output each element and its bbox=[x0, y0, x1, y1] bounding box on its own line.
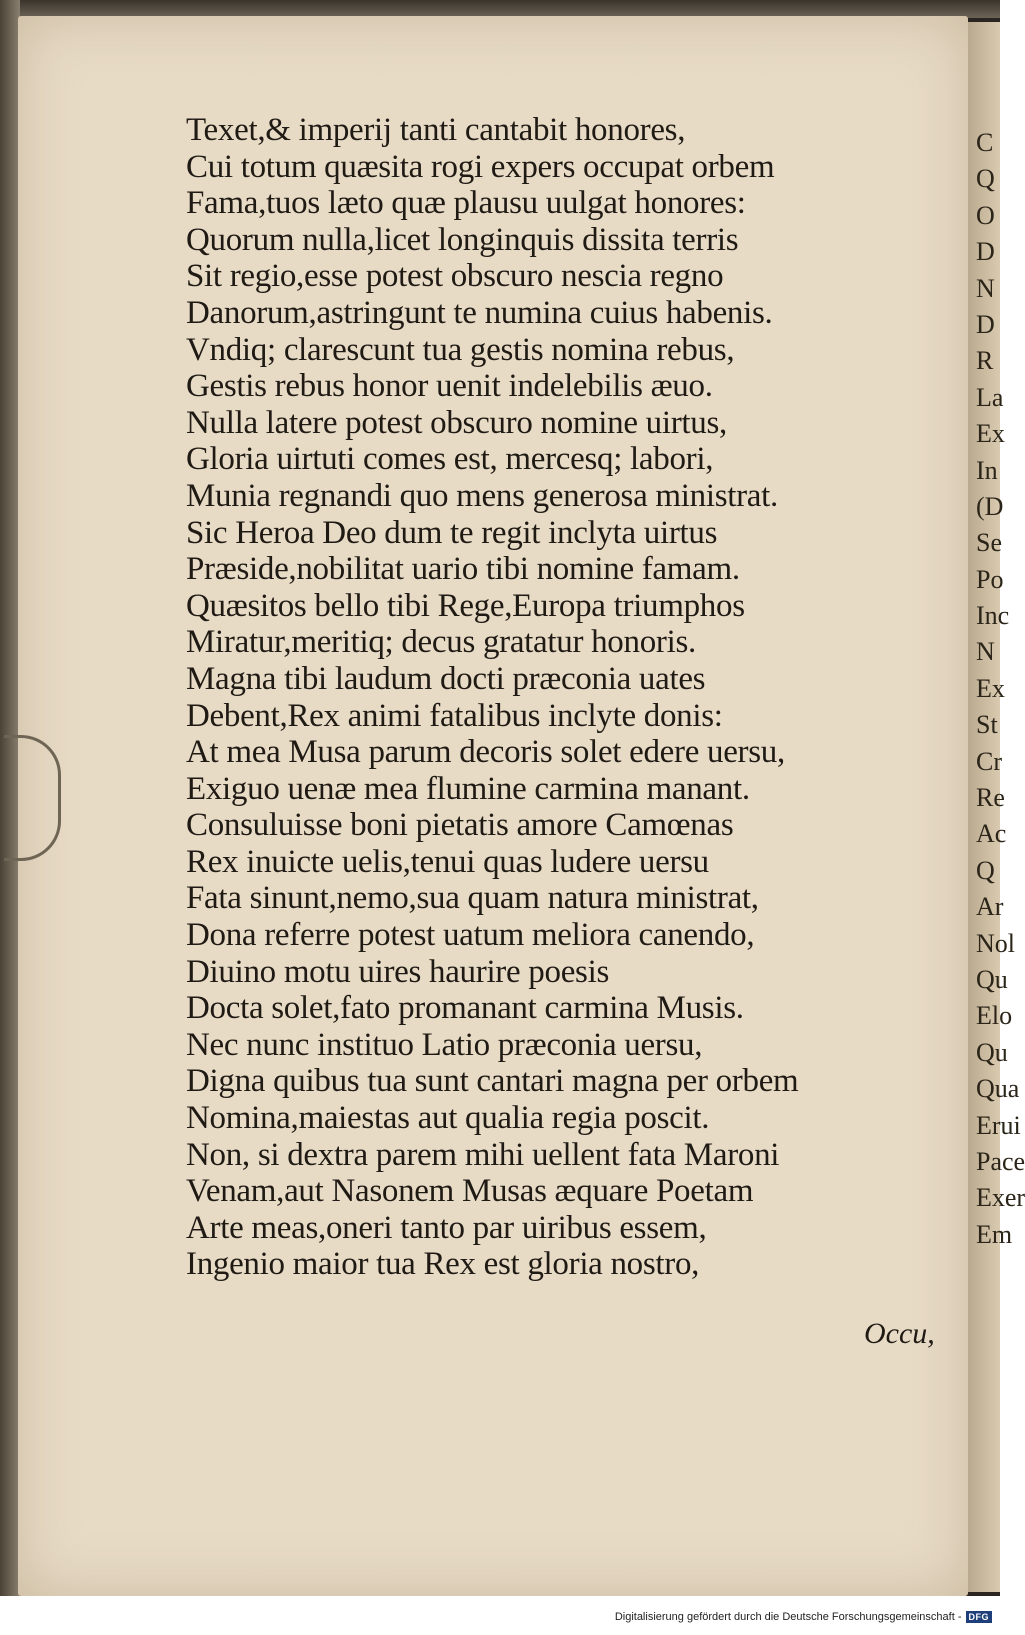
facing-page-letter: Re bbox=[976, 783, 1005, 813]
facing-page-letter: Em bbox=[976, 1219, 1013, 1249]
facing-page-letter: D bbox=[976, 237, 995, 267]
facing-page-letter: Ex bbox=[976, 419, 1005, 449]
verse-line: Dona referre potest uatum meliora canendo, bbox=[186, 917, 755, 954]
facing-page-letter: Exer bbox=[976, 1183, 1025, 1213]
digitization-credit bbox=[615, 1611, 992, 1623]
verse-line: At mea Musa parum decoris solet edere uersu, bbox=[186, 734, 785, 771]
facing-page-text bbox=[976, 125, 1025, 1253]
verse-line: Nomina,maiestas aut qualia regia poscit. bbox=[186, 1100, 710, 1137]
facing-page-letter: N bbox=[976, 273, 995, 303]
credit-text: Digitalisierung gefördert durch die Deutsche Forschungsgemeinschaft - bbox=[614, 1611, 962, 1623]
facing-page-letter: Ex bbox=[976, 673, 1005, 703]
verse-line: Digna quibus tua sunt cantari magna per orbem bbox=[186, 1063, 799, 1100]
facing-page-letter: R bbox=[976, 346, 994, 376]
verse-line: Miratur,meritiq; decus gratatur honoris. bbox=[186, 624, 696, 661]
verse-line: Exiguo uenæ mea flumine carmina manant. bbox=[186, 770, 750, 807]
verse-line: Arte meas,oneri tanto par uiribus essem, bbox=[186, 1209, 707, 1246]
verse-line: Texet,& imperij tanti cantabit honores, bbox=[186, 112, 686, 148]
facing-page-letter: (D bbox=[976, 491, 1004, 521]
facing-page-letter: N bbox=[976, 637, 995, 667]
verse-line: Vndiq; clarescunt tua gestis nomina rebus, bbox=[186, 331, 735, 368]
facing-page-letter: Nol bbox=[976, 928, 1015, 958]
facing-page-letter: St bbox=[976, 710, 998, 740]
facing-page-letter: Q bbox=[976, 855, 995, 885]
facing-page-letter: Ar bbox=[976, 892, 1004, 922]
verse-line: Quæsitos bello tibi Rege,Europa triumphos bbox=[186, 587, 745, 624]
facing-page-letter: Inc bbox=[976, 601, 1010, 631]
verse-line: Ingenio maior tua Rex est gloria nostro, bbox=[186, 1246, 700, 1283]
facing-page-letter: Q bbox=[976, 164, 995, 194]
facing-page-letter: La bbox=[976, 382, 1004, 412]
verse-line: Nec nunc instituo Latio præconia uersu, bbox=[186, 1026, 703, 1063]
catchword: Occu, bbox=[864, 1317, 935, 1350]
facing-page-letter: Ac bbox=[976, 819, 1007, 849]
facing-page-letter: Pace bbox=[976, 1146, 1025, 1176]
verse-line: Debent,Rex animi fatalibus inclyte donis: bbox=[186, 697, 723, 734]
facing-page-letter: Po bbox=[976, 564, 1004, 594]
verse-line: Nulla latere potest obscuro nomine uirtus, bbox=[186, 404, 727, 441]
verse-line: Gestis rebus honor uenit indelebilis æuo. bbox=[186, 368, 713, 405]
facing-page-letter: D bbox=[976, 309, 995, 339]
facing-page-letter: Cr bbox=[976, 746, 1002, 776]
facing-page-letter: C bbox=[976, 128, 994, 157]
verse-line: Cui totum quæsita rogi expers occupat orbem bbox=[186, 148, 775, 185]
facing-page-letter: Qu bbox=[976, 964, 1008, 994]
clasp-shadow bbox=[4, 735, 61, 861]
facing-page-letter: Elo bbox=[976, 1001, 1013, 1031]
verse-line: Docta solet,fato promanant carmina Musis. bbox=[186, 990, 744, 1027]
verse-line: Fama,tuos læto quæ plausu uulgat honores: bbox=[186, 185, 746, 222]
verse-line: Quorum nulla,licet longinquis dissita terris bbox=[186, 221, 739, 258]
facing-page-letter: Qua bbox=[976, 1074, 1020, 1104]
verse-line: Gloria uirtuti comes est, mercesq; labori, bbox=[186, 441, 714, 478]
facing-page-letter: In bbox=[976, 455, 998, 485]
dfg-logo: DFG bbox=[966, 1611, 993, 1623]
verse-line: Fata sinunt,nemo,sua quam natura ministrat, bbox=[186, 880, 759, 917]
verse-line: Munia regnandi quo mens generosa ministrat. bbox=[186, 477, 778, 514]
facing-page-letter: O bbox=[976, 200, 995, 230]
verse-line: Consuluisse boni pietatis amore Camœnas bbox=[186, 807, 734, 844]
facing-page-letter: Se bbox=[976, 528, 1002, 558]
facing-page-letter: Erui bbox=[976, 1110, 1021, 1140]
verse-line: Sic Heroa Deo dum te regit inclyta uirtus bbox=[186, 514, 718, 551]
facing-page-letter: Qu bbox=[976, 1037, 1008, 1067]
verse-line: Præside,nobilitat uario tibi nomine famam. bbox=[186, 551, 740, 588]
verse-list bbox=[186, 112, 921, 1283]
verse-line: Magna tibi laudum docti præconia uates bbox=[186, 660, 706, 697]
verse-line: Danorum,astringunt te numina cuius habenis. bbox=[186, 294, 773, 331]
verse-line: Venam,aut Nasonem Musas æquare Poetam bbox=[186, 1173, 754, 1210]
verse-line: Rex inuicte uelis,tenui quas ludere uersu bbox=[186, 843, 709, 880]
verse-line: Sit regio,esse potest obscuro nescia regno bbox=[186, 258, 724, 295]
verse-line: Non, si dextra parem mihi uellent fata Maroni bbox=[186, 1136, 780, 1173]
verse-line: Diuino motu uires haurire poesis bbox=[186, 953, 609, 990]
